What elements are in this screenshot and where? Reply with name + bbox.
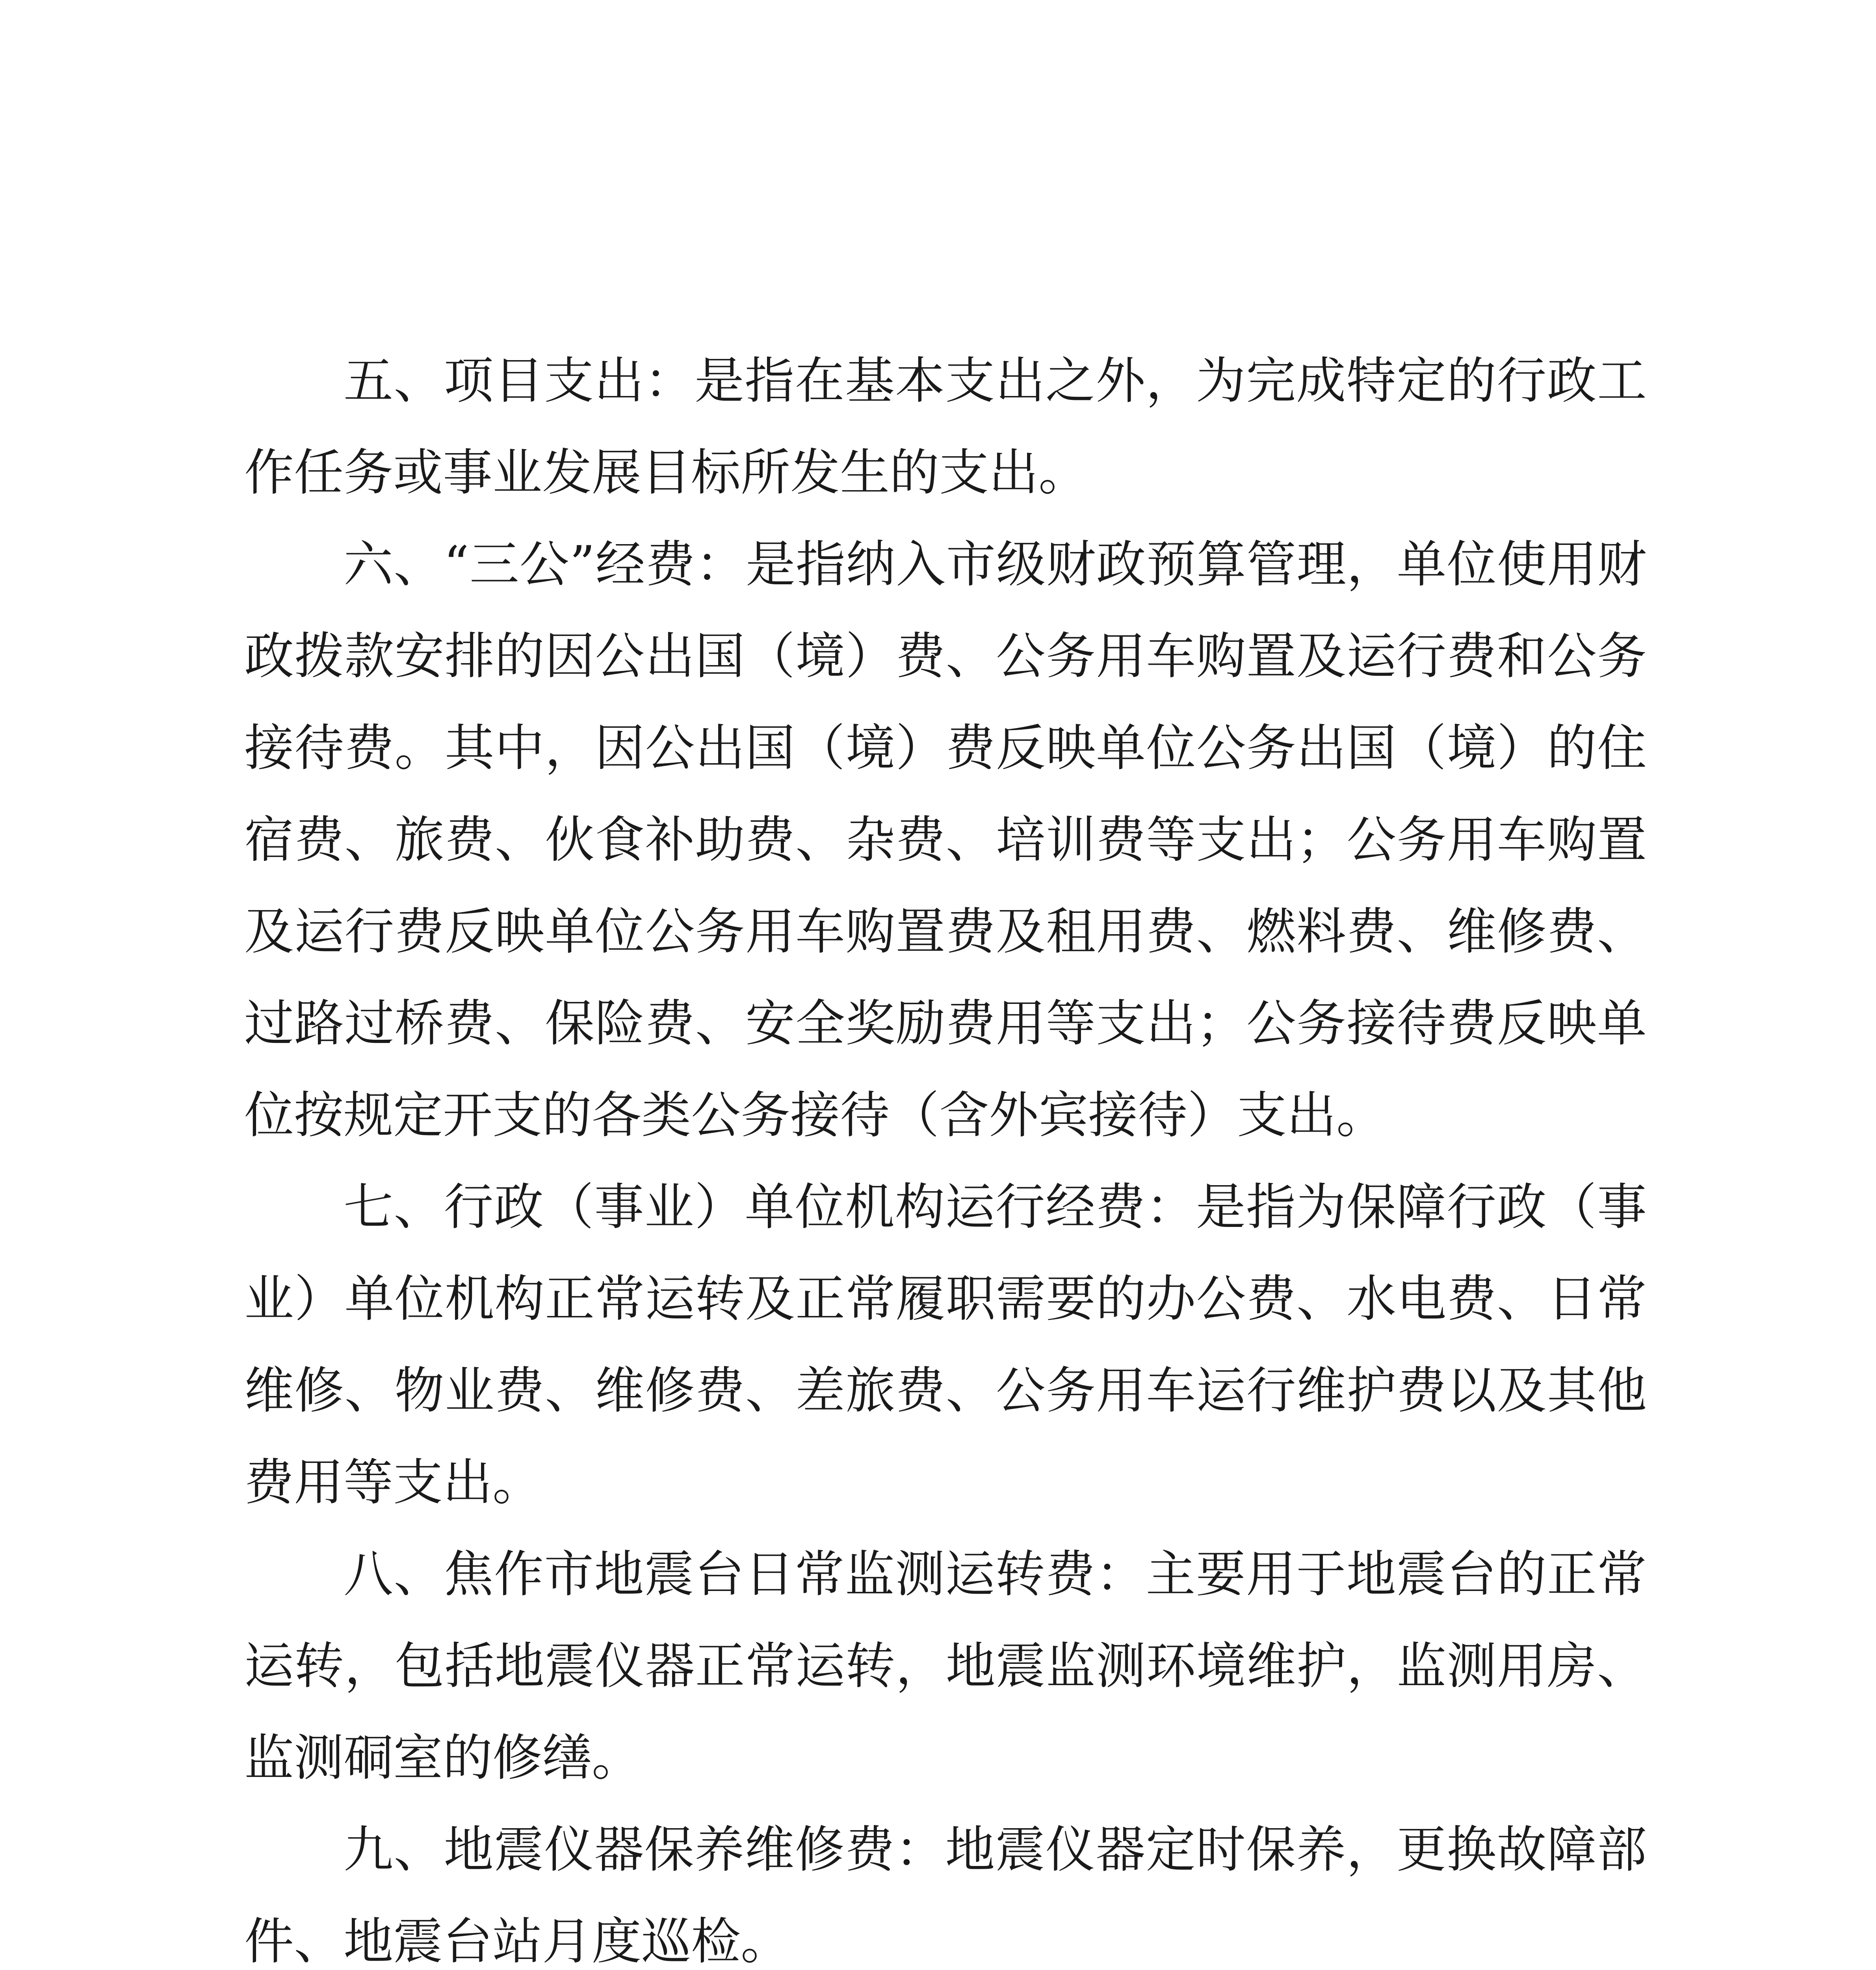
document-body <box>244 335 1647 1970</box>
paragraph-operating-expenses: 七、行政（事业）单位机构运行经费：是指为保障行政（事业）单位机构正常运转及正常履职需要的办公费、水电费、日常维修、物业费、维修费、差旅费、公务用车运行维护费以及其他费用等支出。 <box>244 1178 1647 1511</box>
paragraph-three-public-expenses: 六、“三公”经费：是指纳入市级财政预算管理，单位使用财政拨款安排的因公出国（境）费、公务用车购置及运行费和公务接待费。其中，因公出国（境）费反映单位公务出国（境）的住宿费、旅费、伙食补助费、杂费、培训费等支出；公务用车购置及运行费反映单位公务用车购置费及租用费、燃料费、维修费、过路过桥费、保险费、安全奖励费用等支出；公务接待费反映单位按规定开支的各类公务接待（含外宾接待）支出。 <box>244 535 1647 1144</box>
paragraph-instrument-maintenance-fee: 九、地震仪器保养维修费：地震仪器定时保养，更换故障部件、地震台站月度巡检。 <box>244 1821 1647 1970</box>
paragraph-monitoring-operation-fee: 八、焦作市地震台日常监测运转费：主要用于地震台的正常运转，包括地震仪器正常运转，地震监测环境维护，监测用房、监测硐室的修缮。 <box>244 1545 1647 1787</box>
paragraph-project-expenditure: 五、项目支出：是指在基本支出之外，为完成特定的行政工作任务或事业发展目标所发生的支出。 <box>244 352 1647 502</box>
